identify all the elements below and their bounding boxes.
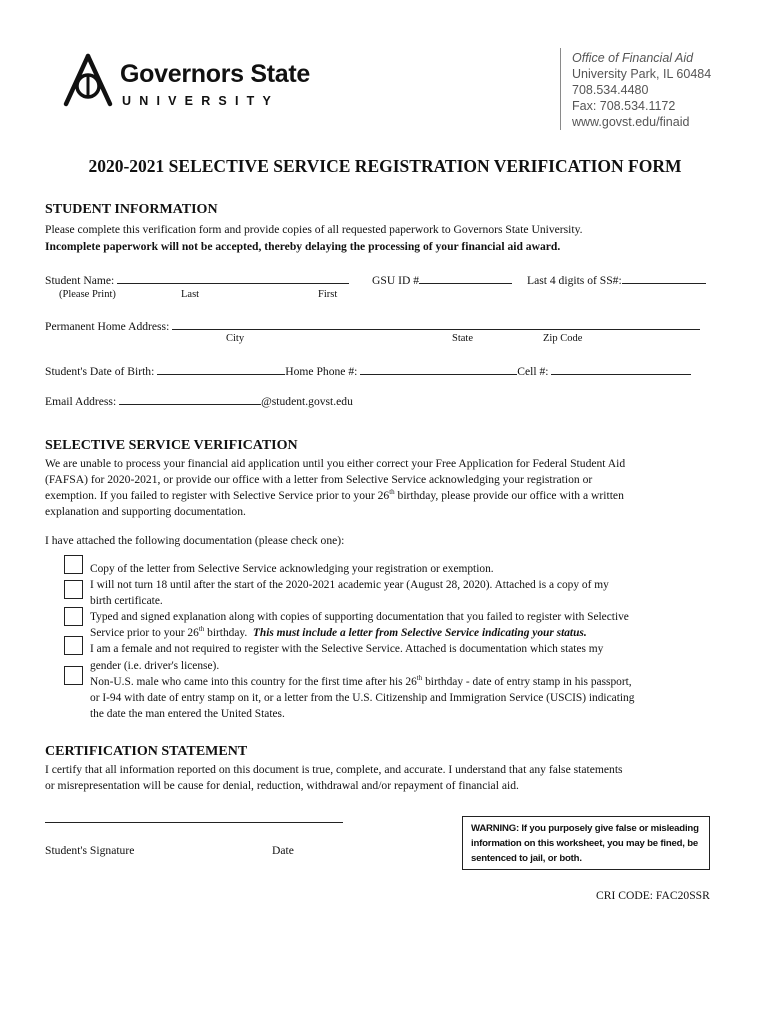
gsu-id-field[interactable]: [419, 272, 512, 284]
checkbox-option-3[interactable]: [64, 607, 83, 626]
option-2-line-1: I will not turn 18 until after the start of the 2020-2021 academic year (August 28, 2020). Attached is a copy of my: [90, 579, 609, 592]
ssn-field[interactable]: [622, 272, 706, 284]
cell-label: Cell #:: [517, 365, 549, 378]
checkbox-option-4[interactable]: [64, 636, 83, 655]
email-domain: @student.govst.edu: [261, 395, 353, 408]
opt3-emphasis: This must include a letter from Selective Service indicating your status.: [252, 627, 587, 640]
incomplete-warning: Incomplete paperwork will not be accepted, thereby delaying the processing of your financial aid award.: [45, 240, 561, 253]
please-print-hint: (Please Print): [59, 289, 116, 300]
student-name-row: [45, 272, 349, 289]
university-logo-icon: [60, 52, 116, 108]
opt5-text-end: birthday - date of entry stamp in his passport,: [422, 675, 632, 688]
checkbox-option-2[interactable]: [64, 580, 83, 599]
selective-para-line-3: [45, 488, 624, 504]
option-3-line-2: [90, 625, 730, 641]
cell-field[interactable]: [551, 363, 691, 375]
certification-line-1: I certify that all information reported on this document is true, complete, and accurate. I understand that any false statements: [45, 763, 623, 776]
ssn-row: [527, 272, 706, 289]
checkbox-option-5[interactable]: [64, 666, 83, 685]
gsu-id-row: [372, 272, 512, 289]
para-3-text: exemption. If you failed to register with Selective Service prior to your 26: [45, 489, 390, 502]
email-label: Email Address:: [45, 395, 117, 408]
selective-para-line-2: (FAFSA) for 2020-2021, or provide our office with a letter from Selective Service acknowledging your registration or: [45, 473, 593, 486]
selective-para-line-4: explanation and supporting documentation.: [45, 505, 246, 518]
option-5-line-3: the date the man entered the United States.: [90, 707, 285, 720]
opt5-text: Non-U.S. male who came into this country for the first time after his 26: [90, 675, 417, 688]
attached-instruction: I have attached the following documentation (please check one):: [45, 534, 345, 547]
opt3-sup: th: [198, 625, 205, 634]
dob-field[interactable]: [157, 363, 285, 375]
logo-name: Governors State: [120, 60, 311, 88]
office-website: www.govst.edu/finaid: [572, 115, 690, 129]
option-4-line-1: I am a female and not required to register with the Selective Service. Attached is documentation which states my: [90, 643, 604, 656]
para-3-text-end: birthday, please provide our office with a written: [394, 489, 624, 502]
gsu-id-label: GSU ID #: [372, 274, 420, 287]
office-address: University Park, IL 60484: [572, 67, 712, 81]
email-field[interactable]: [119, 393, 261, 405]
office-fax: Fax: 708.534.1172: [572, 99, 676, 113]
option-list: [90, 561, 730, 722]
address-field[interactable]: [172, 318, 700, 330]
student-name-field[interactable]: [117, 272, 349, 284]
opt3-text-mid: birthday.: [204, 627, 253, 640]
home-phone-label: Home Phone #:: [285, 365, 358, 378]
dob-label: Student's Date of Birth:: [45, 365, 155, 378]
city-hint: City: [226, 333, 245, 344]
option-2-line-2: birth certificate.: [90, 595, 163, 608]
selective-service-heading: SELECTIVE SERVICE VERIFICATION: [45, 438, 298, 453]
zip-hint: Zip Code: [543, 333, 583, 344]
opt3-text: Service prior to your 26: [90, 627, 199, 640]
student-info-instruction: Please complete this verification form and provide copies of all requested paperwork to Governors State University.: [45, 223, 583, 236]
logo-university: UNIVERSITY: [122, 94, 280, 108]
home-phone-field[interactable]: [360, 363, 517, 375]
office-phone: 708.534.4480: [572, 83, 649, 97]
signature-line[interactable]: [45, 822, 343, 823]
certification-heading: CERTIFICATION STATEMENT: [45, 744, 248, 759]
option-4-line-2: gender (i.e. driver's license).: [90, 659, 220, 672]
warning-box: WARNING: If you purposely give false or misleading information on this worksheet, you may be fined, be sentenced to jail, or both.: [462, 816, 710, 870]
last-name-hint: Last: [181, 289, 200, 300]
office-title: Office of Financial Aid: [572, 51, 694, 65]
address-row: [45, 318, 700, 335]
selective-para-line-1: We are unable to process your financial aid application until you either correct your Free Application for Federal Student Aid: [45, 457, 626, 470]
option-1-text: Copy of the letter from Selective Service acknowledging your registration or exemption.: [90, 563, 494, 575]
signature-label: Student's Signature: [45, 844, 135, 857]
office-contact: [572, 50, 711, 130]
header-divider: [560, 48, 561, 130]
student-info-heading: STUDENT INFORMATION: [45, 202, 218, 217]
address-label: Permanent Home Address:: [45, 320, 170, 333]
option-5-line-1: [90, 674, 730, 690]
option-5-line-2: or I-94 with date of entry stamp on it, or a letter from the U.S. Citizenship and Immigration Service (USCIS) indicating: [90, 691, 635, 704]
ssn-label: Last 4 digits of SS#:: [527, 274, 622, 287]
opt5-sup: th: [416, 673, 423, 682]
student-name-label: Student Name:: [45, 274, 115, 287]
checkbox-option-1[interactable]: [64, 555, 83, 574]
first-name-hint: First: [318, 289, 338, 300]
date-label: Date: [272, 844, 294, 857]
para-3-sup: th: [389, 488, 395, 497]
certification-line-2: or misrepresentation will be cause for denial, reduction, withdrawal and/or repayment of financial aid.: [45, 779, 519, 792]
dob-phone-row: [45, 363, 691, 380]
cri-code: CRI CODE: FAC20SSR: [596, 889, 710, 902]
form-title: 2020-2021 SELECTIVE SERVICE REGISTRATION VERIFICATION FORM: [88, 156, 682, 176]
state-hint: State: [452, 333, 473, 344]
email-row: [45, 393, 353, 410]
option-3-line-1: Typed and signed explanation along with copies of supporting documentation that you failed to register with Selective: [90, 611, 629, 624]
